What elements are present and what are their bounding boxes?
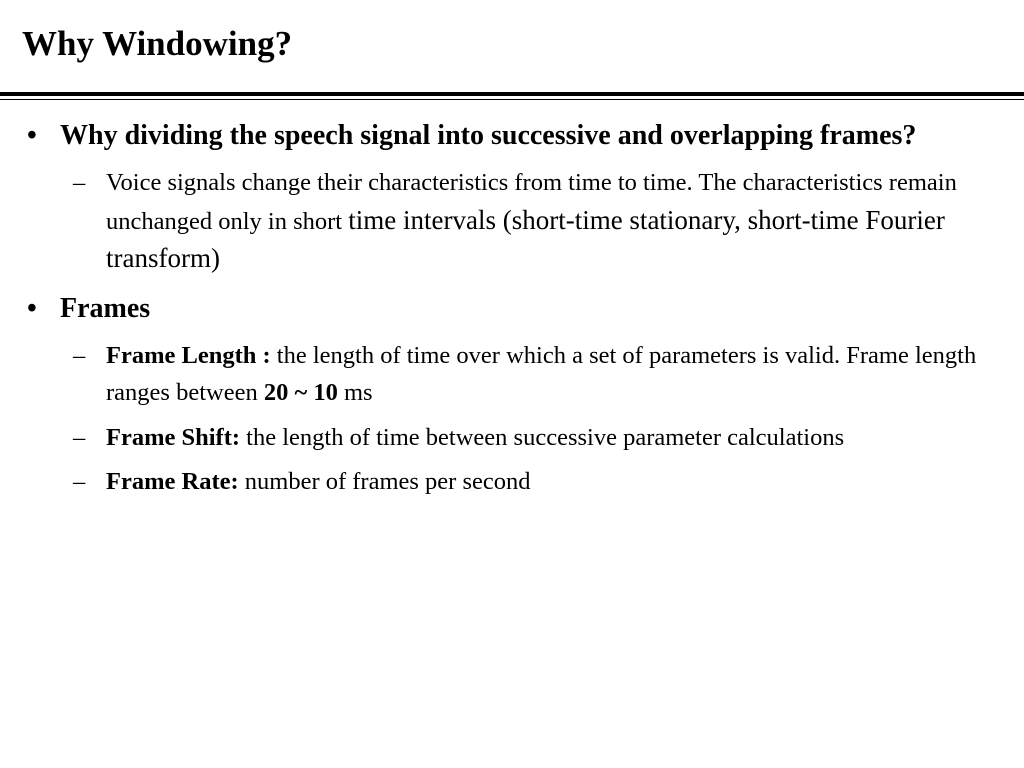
- bullet-text: Why dividing the speech signal into successive and overlapping frames?: [60, 120, 917, 151]
- dash-marker: –: [73, 341, 86, 369]
- title-divider-thin: [0, 99, 1024, 100]
- bullet-item-frames: [0, 289, 990, 329]
- subitem-text-part: ms: [337, 379, 373, 406]
- subitem-text-part-large: time intervals (short-time stationary, short-time Fourier transform): [106, 204, 945, 273]
- bullet-marker: •: [27, 120, 37, 151]
- bullet-item-why-dividing: [0, 116, 990, 156]
- bullet-text: Frames: [60, 292, 151, 324]
- subitem-text-part: the length of time over which a set of parameters is valid. Frame length ranges between: [106, 341, 977, 406]
- slide-content: [0, 116, 1024, 501]
- dash-marker: –: [73, 468, 86, 495]
- subitem-frame-shift: [0, 419, 991, 457]
- title-divider-thick: [0, 92, 1024, 96]
- subitem-text: [106, 463, 991, 501]
- subitem-text-part: the length of time between successive parameter calculations: [240, 423, 845, 451]
- dash-marker: –: [73, 169, 86, 196]
- subitem-voice-signals: [0, 164, 991, 279]
- subitem-text-part: number of frames per second: [238, 468, 531, 495]
- subitem-label: Frame Length :: [106, 341, 271, 369]
- subitem-frame-rate: [0, 463, 991, 501]
- subitem-text: [106, 337, 991, 412]
- subitem-label: Frame Rate:: [106, 468, 239, 495]
- slide-title: Why Windowing?: [22, 24, 293, 63]
- subitem-label: Frame Shift:: [106, 423, 241, 451]
- subitem-frame-length: [0, 337, 991, 412]
- bullet-marker: •: [27, 292, 37, 324]
- subitem-text: [106, 419, 991, 457]
- subitem-text: [106, 164, 991, 279]
- subitem-emphasis: 20 ~ 10: [263, 379, 338, 406]
- dash-marker: –: [73, 423, 86, 451]
- subitem-text-part: Voice signals change their characteristics from time to time. The characteristics remain unchanged only in short: [106, 169, 957, 235]
